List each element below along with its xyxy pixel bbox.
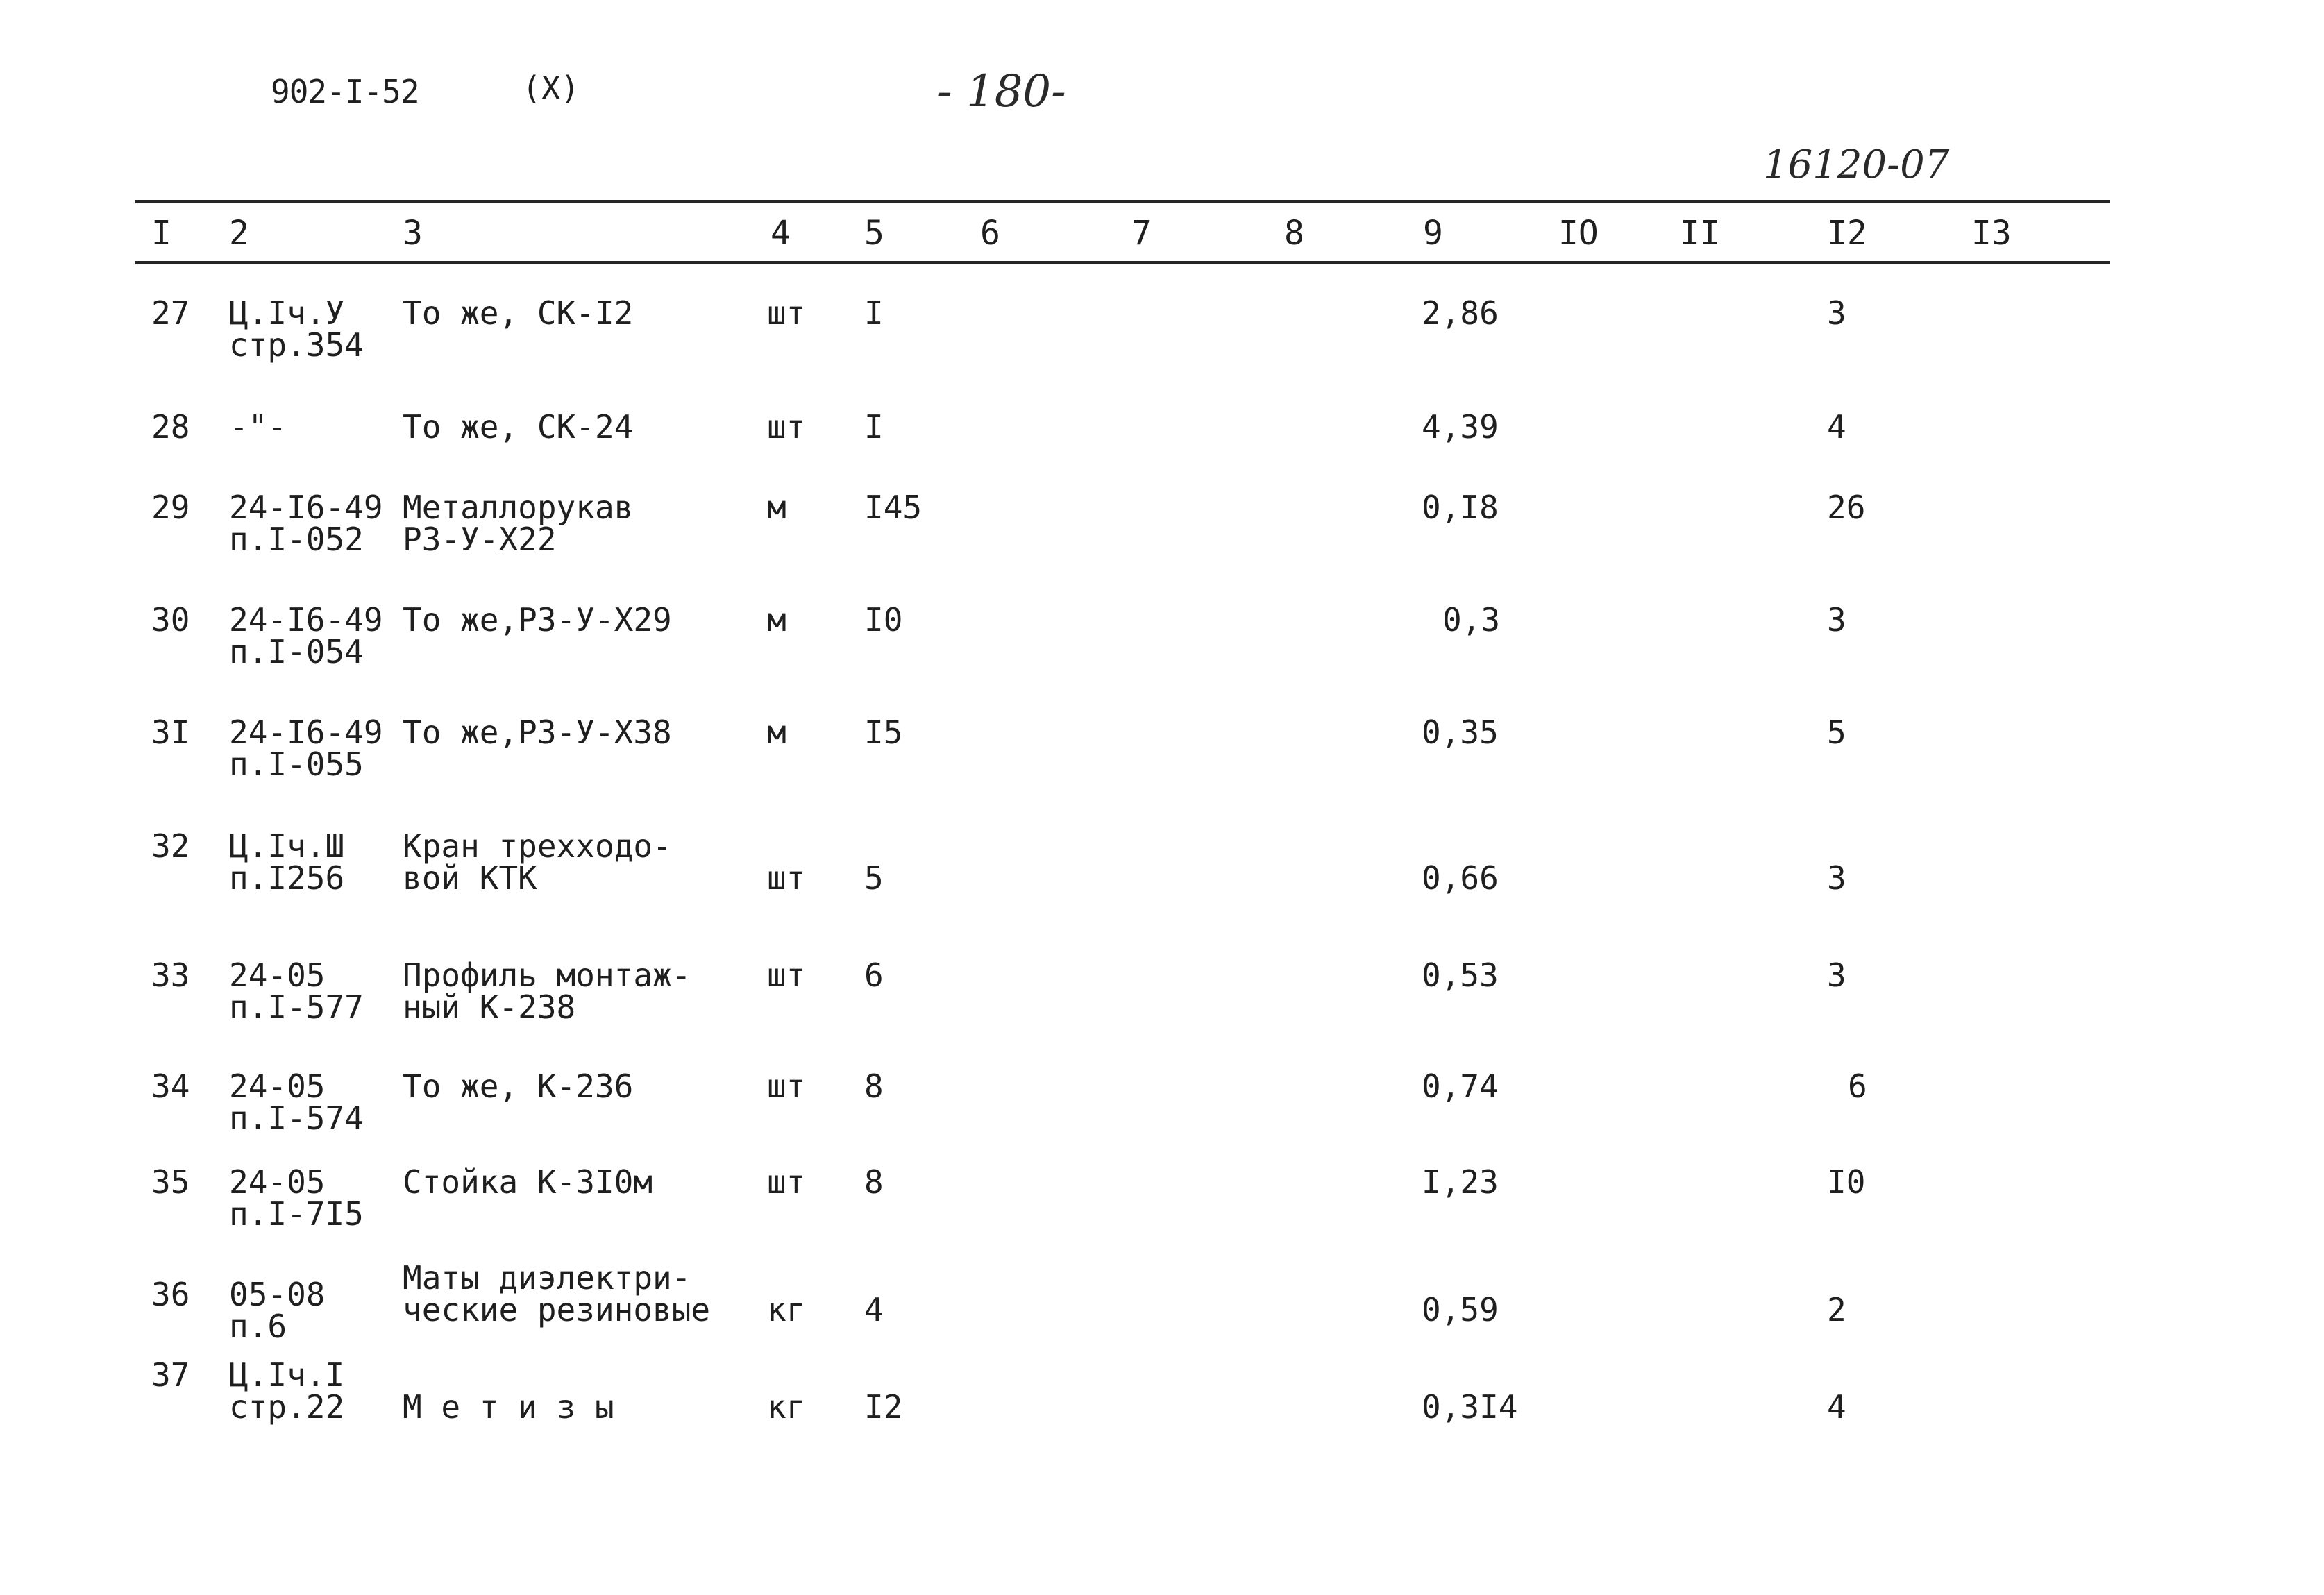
row-col9-value: 0,74 <box>1422 1067 1499 1105</box>
row-reference: 24-I6-49 п.I-052 <box>229 489 383 558</box>
row-col9-value: 0,66 <box>1422 859 1499 897</box>
row-number: 29 <box>151 489 190 526</box>
row-col12-value: 26 <box>1827 489 1866 526</box>
row-number: 27 <box>151 294 190 332</box>
row-number: 30 <box>151 601 190 639</box>
row-name: То же,Р3-У-Х29 <box>403 601 672 639</box>
row-name: Маты диэлектри- ческие резиновые <box>403 1259 711 1328</box>
row-unit: шт <box>767 294 806 332</box>
row-name: То же,Р3-У-Х38 <box>403 714 672 751</box>
row-unit: шт <box>767 1163 806 1201</box>
row-col12-value: 3 <box>1827 956 1846 994</box>
row-quantity: I2 <box>864 1388 903 1426</box>
column-header-11: II <box>1680 214 1720 253</box>
column-header-4: 4 <box>771 214 791 253</box>
row-name: То же, СК-24 <box>403 408 634 446</box>
row-quantity: 4 <box>864 1291 884 1328</box>
column-header-9: 9 <box>1423 214 1443 253</box>
row-unit: шт <box>767 408 806 446</box>
row-name: То же, СК-I2 <box>403 294 634 332</box>
table-top-rule <box>135 200 2110 203</box>
row-unit: кг <box>767 1388 806 1426</box>
column-header-3: 3 <box>403 214 423 253</box>
document-mark: (X) <box>522 69 580 107</box>
row-col9-value: 0,3I4 <box>1422 1388 1518 1426</box>
row-col9-value: 0,53 <box>1422 956 1499 994</box>
row-reference: 24-05 п.I-577 <box>229 956 364 1026</box>
row-quantity: 8 <box>864 1163 884 1201</box>
row-number: 32 <box>151 827 190 865</box>
row-reference: 24-I6-49 п.I-055 <box>229 714 383 783</box>
row-reference: Ц.Iч.У стр.354 <box>229 294 364 364</box>
row-quantity: 6 <box>864 956 884 994</box>
row-reference: 24-05 п.I-574 <box>229 1067 364 1137</box>
row-col12-value: 6 <box>1848 1067 1867 1105</box>
column-header-13: I3 <box>1971 214 2012 253</box>
column-header-2: 2 <box>229 214 249 253</box>
row-number: 37 <box>151 1356 190 1394</box>
column-header-7: 7 <box>1131 214 1152 253</box>
row-col12-value: 3 <box>1827 601 1846 639</box>
row-number: 35 <box>151 1163 190 1201</box>
row-col12-value: I0 <box>1827 1163 1866 1201</box>
row-unit: кг <box>767 1291 806 1328</box>
page-number: - 180- <box>937 66 1066 117</box>
row-name: То же, К-236 <box>403 1067 634 1105</box>
row-col9-value: 0,59 <box>1422 1291 1499 1328</box>
row-quantity: 8 <box>864 1067 884 1105</box>
row-name: Металлорукав Р3-У-Х22 <box>403 489 634 558</box>
row-reference: Ц.Iч.Ш п.I256 <box>229 827 345 897</box>
row-reference: -"- <box>229 408 287 446</box>
row-reference: 24-05 п.I-7I5 <box>229 1163 364 1233</box>
row-quantity: I45 <box>864 489 923 526</box>
row-unit: шт <box>767 1067 806 1105</box>
row-col9-value: 0,35 <box>1422 714 1499 751</box>
table-header-rule <box>135 261 2110 264</box>
row-number: 33 <box>151 956 190 994</box>
row-col12-value: 3 <box>1827 294 1846 332</box>
column-header-10: IO <box>1558 214 1599 253</box>
column-header-12: I2 <box>1827 214 1867 253</box>
row-col9-value: 4,39 <box>1422 408 1499 446</box>
row-quantity: I <box>864 294 884 332</box>
row-col9-value: 0,I8 <box>1422 489 1499 526</box>
row-unit: м <box>767 489 786 526</box>
row-number: 34 <box>151 1067 190 1105</box>
row-name: Профиль монтаж- ный К-238 <box>403 956 691 1026</box>
row-col9-value: 0,3 <box>1442 601 1501 639</box>
row-col12-value: 4 <box>1827 1388 1846 1426</box>
row-unit: шт <box>767 956 806 994</box>
row-name: М е т и з ы <box>403 1388 614 1426</box>
row-unit: шт <box>767 859 806 897</box>
row-col12-value: 2 <box>1827 1291 1846 1328</box>
row-quantity: I0 <box>864 601 903 639</box>
row-quantity: I5 <box>864 714 903 751</box>
row-col9-value: I,23 <box>1422 1163 1499 1201</box>
row-quantity: 5 <box>864 859 884 897</box>
column-header-8: 8 <box>1284 214 1304 253</box>
row-number: 36 <box>151 1276 190 1313</box>
document-code: 902-I-52 <box>271 73 419 110</box>
row-col9-value: 2,86 <box>1422 294 1499 332</box>
row-name: Кран трехходо- вой КТК <box>403 827 672 897</box>
row-quantity: I <box>864 408 884 446</box>
row-col12-value: 3 <box>1827 859 1846 897</box>
row-reference: Ц.Iч.I стр.22 <box>229 1356 345 1426</box>
row-unit: м <box>767 601 786 639</box>
row-reference: 24-I6-49 п.I-054 <box>229 601 383 670</box>
row-name: Стойка К-3I0м <box>403 1163 653 1201</box>
row-unit: м <box>767 714 786 751</box>
row-number: 28 <box>151 408 190 446</box>
column-header-6: 6 <box>980 214 1000 253</box>
column-header-5: 5 <box>864 214 884 253</box>
row-col12-value: 5 <box>1827 714 1846 751</box>
row-col12-value: 4 <box>1827 408 1846 446</box>
document-number: 16120-07 <box>1763 142 1950 187</box>
column-header-1: I <box>151 214 171 253</box>
row-number: 3I <box>151 714 190 751</box>
row-reference: 05-08 п.6 <box>229 1276 326 1345</box>
